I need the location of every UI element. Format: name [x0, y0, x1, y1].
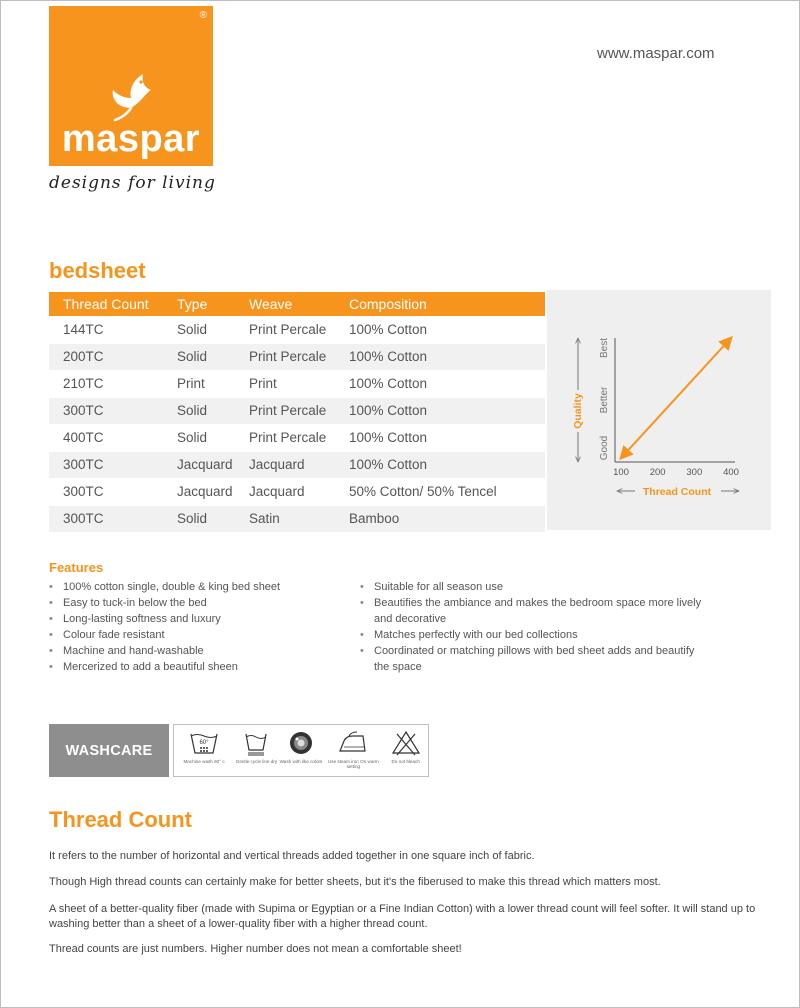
washcare-item [323, 725, 383, 776]
wash-tub-60-icon [188, 729, 220, 757]
table-row [49, 478, 545, 505]
series-line [621, 338, 731, 458]
feature-item: • Coordinated or matching pillows with bed sheet adds and beautify the space [360, 644, 705, 676]
wash-like-colors-icon [285, 729, 317, 757]
cell-weave: Jacquard [249, 451, 349, 478]
bird-icon [101, 68, 161, 124]
features-list-right [360, 580, 705, 675]
cell-type: Solid [177, 316, 249, 343]
x-tick-label: 200 [649, 467, 666, 478]
spec-table [49, 292, 545, 533]
cell-type: Solid [177, 505, 249, 532]
cell-thread-count: 300TC [49, 397, 177, 424]
website-link[interactable]: www.maspar.com [597, 45, 715, 62]
cell-type: Jacquard [177, 478, 249, 505]
feature-item: • Easy to tuck-in below the bed [49, 596, 349, 612]
brand-name: maspar [61, 118, 201, 160]
cell-type: Solid [177, 397, 249, 424]
cell-weave: Print Percale [249, 397, 349, 424]
washcare-item [234, 725, 279, 776]
feature-item: • Suitable for all season use [360, 580, 705, 596]
no-bleach-icon [390, 729, 422, 757]
cell-composition: 100% Cotton [349, 397, 545, 424]
cell-composition: 100% Cotton [349, 424, 545, 451]
gentle-wash-icon [240, 729, 272, 757]
table-row [49, 505, 545, 532]
cell-type: Solid [177, 424, 249, 451]
cell-type: Solid [177, 343, 249, 370]
y-tick-label: Good [599, 435, 610, 461]
thread-count-paragraph: A sheet of a better-quality fiber (made with Supima or Egyptian or a Fine Indian Cotton) with a lower thread count will feel softer. It will stand up to washing better than a sheet of a lower-quality fiber with a higher thread count. [49, 903, 756, 930]
header-type: Type [177, 292, 249, 316]
quality-chart [547, 290, 771, 530]
brand-logo [49, 6, 213, 166]
feature-item: • Mercerized to add a beautiful sheen [49, 660, 349, 676]
feature-item: • Colour fade resistant [49, 628, 349, 644]
cell-type: Jacquard [177, 451, 249, 478]
feature-item: • Long-lasting softness and luxury [49, 612, 349, 628]
registered-mark: ® [199, 10, 207, 21]
y-tick-label: Best [599, 337, 610, 359]
y-tick-label: Better [599, 386, 610, 414]
thread-count-paragraph: Thread counts are just numbers. Higher number does not mean a comfortable sheet! [49, 943, 462, 955]
y-axis-label: Quality [572, 393, 584, 429]
feature-item: • Beautifies the ambiance and makes the bedroom space more lively and decorative [360, 596, 705, 628]
table-row [49, 343, 545, 370]
thread-count-title: Thread Count [49, 807, 192, 832]
cell-thread-count: 400TC [49, 424, 177, 451]
table-row [49, 316, 545, 343]
cell-thread-count: 300TC [49, 478, 177, 505]
cell-thread-count: 300TC [49, 505, 177, 532]
cell-weave: Print Percale [249, 343, 349, 370]
cell-composition: 100% Cotton [349, 316, 545, 343]
washcare-item [279, 725, 324, 776]
cell-thread-count: 300TC [49, 451, 177, 478]
brand-tagline: designs for living [49, 173, 216, 193]
feature-item: • Machine and hand-washable [49, 644, 349, 660]
wash-temp: 60° [199, 740, 209, 746]
washcare-caption: Do not bleach [391, 759, 420, 764]
washcare-label: WASHCARE [49, 724, 169, 777]
x-tick-label: 400 [723, 467, 739, 478]
feature-item: • 100% cotton single, double & king bed sheet [49, 580, 349, 596]
cell-composition: 50% Cotton/ 50% Tencel [349, 478, 545, 505]
table-row [49, 451, 545, 478]
feature-item: • Matches perfectly with our bed collections [360, 628, 705, 644]
iron-icon [337, 729, 369, 757]
cell-composition: 100% Cotton [349, 370, 545, 397]
table-row [49, 370, 545, 397]
cell-weave: Print Percale [249, 316, 349, 343]
x-tick-label: 300 [686, 467, 703, 478]
washcare-caption: Use steam iron On warm setting [327, 759, 379, 770]
x-axis-label: Thread Count [642, 486, 712, 498]
x-tick-label: 100 [613, 467, 629, 478]
thread-count-paragraph: It refers to the number of horizontal and vertical threads added together in one square inch of fabric. [49, 850, 535, 862]
cell-composition: 100% Cotton [349, 343, 545, 370]
features-list-left [49, 580, 349, 675]
cell-weave: Satin [249, 505, 349, 532]
cell-weave: Print Percale [249, 424, 349, 451]
washcare-caption: Machine wash 60° c [183, 759, 225, 764]
product-title: bedsheet [49, 258, 146, 283]
washcare-icons [173, 724, 429, 777]
quality-chart-panel [547, 290, 771, 530]
header-composition: Composition [349, 292, 545, 316]
washcare-caption: Wash with like colors [279, 759, 323, 764]
table-row [49, 397, 545, 424]
cell-type: Print [177, 370, 249, 397]
header-thread-count: Thread Count [49, 292, 177, 316]
cell-thread-count: 210TC [49, 370, 177, 397]
thread-count-paragraph: Though High thread counts can certainly make for better sheets, but it's the fiberused to make this thread which matters most. [49, 876, 661, 888]
washcare-item [383, 725, 428, 776]
table-header-row [49, 292, 545, 316]
cell-composition: Bamboo [349, 505, 545, 532]
header-weave: Weave [249, 292, 349, 316]
cell-thread-count: 144TC [49, 316, 177, 343]
cell-weave: Jacquard [249, 478, 349, 505]
washcare-item [174, 725, 234, 776]
table-row [49, 424, 545, 451]
cell-weave: Print [249, 370, 349, 397]
washcare-caption: Gentle cycle line dry [235, 759, 278, 764]
features-title: Features [49, 560, 104, 575]
cell-composition: 100% Cotton [349, 451, 545, 478]
cell-thread-count: 200TC [49, 343, 177, 370]
